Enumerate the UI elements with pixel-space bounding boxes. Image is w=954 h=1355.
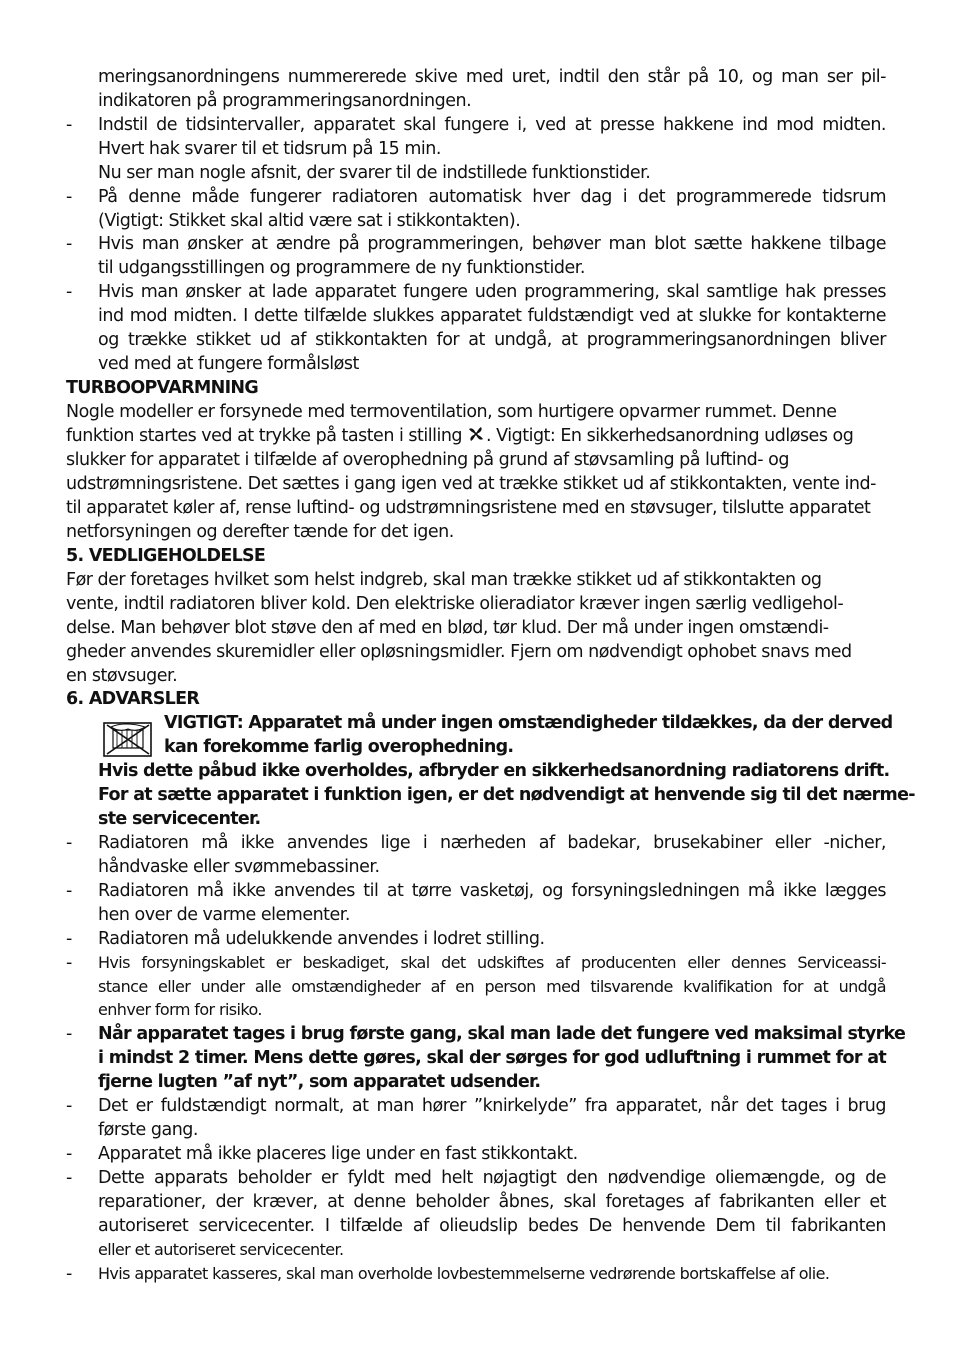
text-line: På denne måde fungerer radiatoren automatisk hver dag i det programmerede tidsrum xyxy=(98,187,886,207)
list-bullet-dash: - xyxy=(66,953,72,973)
fan-function-line-2: slukker for apparatet i tilfælde af overophedning på grund af støvsamling på luftind- og xyxy=(66,450,789,470)
list-bullet-dash: - xyxy=(66,1096,72,1116)
list-bullet-dash: - xyxy=(66,833,72,853)
text-line: Nogle modeller er forsynede med termoventilation, som hurtigere opvarmer rummet. Denne xyxy=(66,402,837,422)
text-line: og trække stikket ud af stikkontakten for at undgå, at programmeringsanordningen bliver xyxy=(98,330,886,350)
text-line: For at sætte apparatet i funktion igen, er det nødvendigt at henvende sig til det nærme- xyxy=(98,785,915,805)
text-line: stance eller under alle omstændigheder af en person med tilsvarende kvalifikation for at undgå xyxy=(98,977,886,996)
list-bullet-dash: - xyxy=(66,234,72,254)
text-line: ind mod midten. I dette tilfælde slukkes apparatet fuldstændigt ved at slukke for kontakterne xyxy=(98,306,886,326)
text-line: gheder anvendes skuremidler eller opløsningsmidler. Fjern om nødvendigt ophobet snavs med xyxy=(66,642,852,662)
text-line: TURBOOPVARMNING xyxy=(66,378,258,398)
text-line: Hvis man ønsker at ændre på programmeringen, behøver man blot sætte hakkene tilbage xyxy=(98,234,886,254)
text-line: Hvert hak svarer til et tidsrum på 15 min. xyxy=(98,139,441,159)
text-line: VIGTIGT: Apparatet må under ingen omstændigheder tildækkes, da der derved xyxy=(164,713,893,733)
list-bullet-dash: - xyxy=(66,929,72,949)
text-line: hen over de varme elementer. xyxy=(98,905,350,925)
text-line: Radiatoren må udelukkende anvendes i lodret stilling. xyxy=(98,929,545,949)
text-line: 5. VEDLIGEHOLDELSE xyxy=(66,546,266,566)
text-line: eller et autoriseret servicecenter. xyxy=(98,1240,344,1259)
text-line: enhver form for risiko. xyxy=(98,1000,262,1019)
fan-line-before: funktion startes ved at trykke på tasten i stilling xyxy=(66,426,463,446)
text-line: til udgangsstillingen og programmere de ny funktionstider. xyxy=(98,258,585,278)
text-line: udstrømningsristene. Det sættes i gang igen ved at trække stikket ud af stikkontakten, vente ind- xyxy=(66,474,876,494)
list-bullet-dash: - xyxy=(66,187,72,207)
text-line: vente, indtil radiatoren bliver kold. Den elektriske olieradiator kræver ingen særlig vedligehol- xyxy=(66,594,844,614)
list-bullet-dash: - xyxy=(66,881,72,901)
text-line: Radiatoren må ikke anvendes til at tørre vasketøj, og forsyningsledningen må ikke lægges xyxy=(98,881,886,901)
fan-icon xyxy=(466,424,486,444)
list-bullet-dash: - xyxy=(66,1144,72,1164)
text-line: første gang. xyxy=(98,1120,198,1140)
text-line: delse. Man behøver blot støve den af med en blød, tør klud. Der må under ingen omstændi- xyxy=(66,618,829,638)
text-line: autoriseret servicecenter. I tilfælde af olieudslip bedes De henvende Dem til fabrikanten xyxy=(98,1216,886,1236)
list-bullet-dash: - xyxy=(66,115,72,135)
text-line: håndvaske eller svømmebassiner. xyxy=(98,857,380,877)
text-line: Hvis man ønsker at lade apparatet fungere uden programmering, skal samtlige hak presses xyxy=(98,282,886,302)
text-line: Indstil de tidsintervaller, apparatet skal fungere i, ved at presse hakkene ind mod midten. xyxy=(98,115,886,135)
text-line: Det er fuldstændigt normalt, at man hører ”knirkelyde” fra apparatet, når det tages i brug xyxy=(98,1096,886,1116)
text-line: reparationer, der kræver, at denne beholder åbnes, skal foretages af fabrikanten eller et xyxy=(98,1192,886,1212)
list-bullet-dash: - xyxy=(66,1264,72,1284)
fan-line-after: . Vigtigt: En sikkerhedsanordning udløses og xyxy=(486,426,854,446)
text-line: til apparatet køler af, rense luftind- og udstrømningsristene med en støvsuger, tilslutte apparatet xyxy=(66,498,871,518)
text-line: ved med at fungere formålsløst xyxy=(98,354,359,374)
text-line: meringsanordningens nummererede skive med uret, indtil den står på 10, og man ser pil- xyxy=(98,67,886,87)
fan-function-line xyxy=(66,424,853,448)
text-line: Dette apparats beholder er fyldt med helt nøjagtigt den nødvendige oliemængde, og de xyxy=(98,1168,886,1188)
text-line: Nu ser man nogle afsnit, der svarer til de indstillede funktionstider. xyxy=(98,163,651,183)
do-not-cover-icon xyxy=(103,719,153,757)
text-line: indikatoren på programmeringsanordningen. xyxy=(98,91,472,111)
list-bullet-dash: - xyxy=(66,282,72,302)
text-line: netforsyningen og derefter tænde for det igen. xyxy=(66,522,454,542)
text-line: Før der foretages hvilket som helst indgreb, skal man trække stikket ud af stikkontakten og xyxy=(66,570,822,590)
text-line: Hvis dette påbud ikke overholdes, afbryder en sikkerhedsanordning radiatorens drift. xyxy=(98,761,890,781)
list-bullet-dash: - xyxy=(66,1024,72,1044)
text-line: Hvis apparatet kasseres, skal man overholde lovbestemmelserne vedrørende bortskaffelse af olie. xyxy=(98,1264,830,1283)
text-line: (Vigtigt: Stikket skal altid være sat i stikkontakten). xyxy=(98,211,521,231)
list-bullet-dash: - xyxy=(66,1168,72,1188)
text-line: kan forekomme farlig overophedning. xyxy=(164,737,514,757)
text-line: en støvsuger. xyxy=(66,666,178,686)
text-line: 6. ADVARSLER xyxy=(66,689,200,709)
text-line: i mindst 2 timer. Mens dette gøres, skal der sørges for god udluftning i rummet for at xyxy=(98,1048,886,1068)
text-line: fjerne lugten ”af nyt”, som apparatet udsender. xyxy=(98,1072,541,1092)
text-line: ste servicecenter. xyxy=(98,809,261,829)
text-line: Når apparatet tages i brug første gang, skal man lade det fungere ved maksimal styrke xyxy=(98,1024,906,1044)
text-line: Radiatoren må ikke anvendes lige i nærheden af badekar, brusekabiner eller -nicher, xyxy=(98,833,886,853)
text-line: Apparatet må ikke placeres lige under en fast stikkontakt. xyxy=(98,1144,578,1164)
text-line: Hvis forsyningskablet er beskadiget, skal det udskiftes af producenten eller dennes Serviceassi- xyxy=(98,953,886,972)
